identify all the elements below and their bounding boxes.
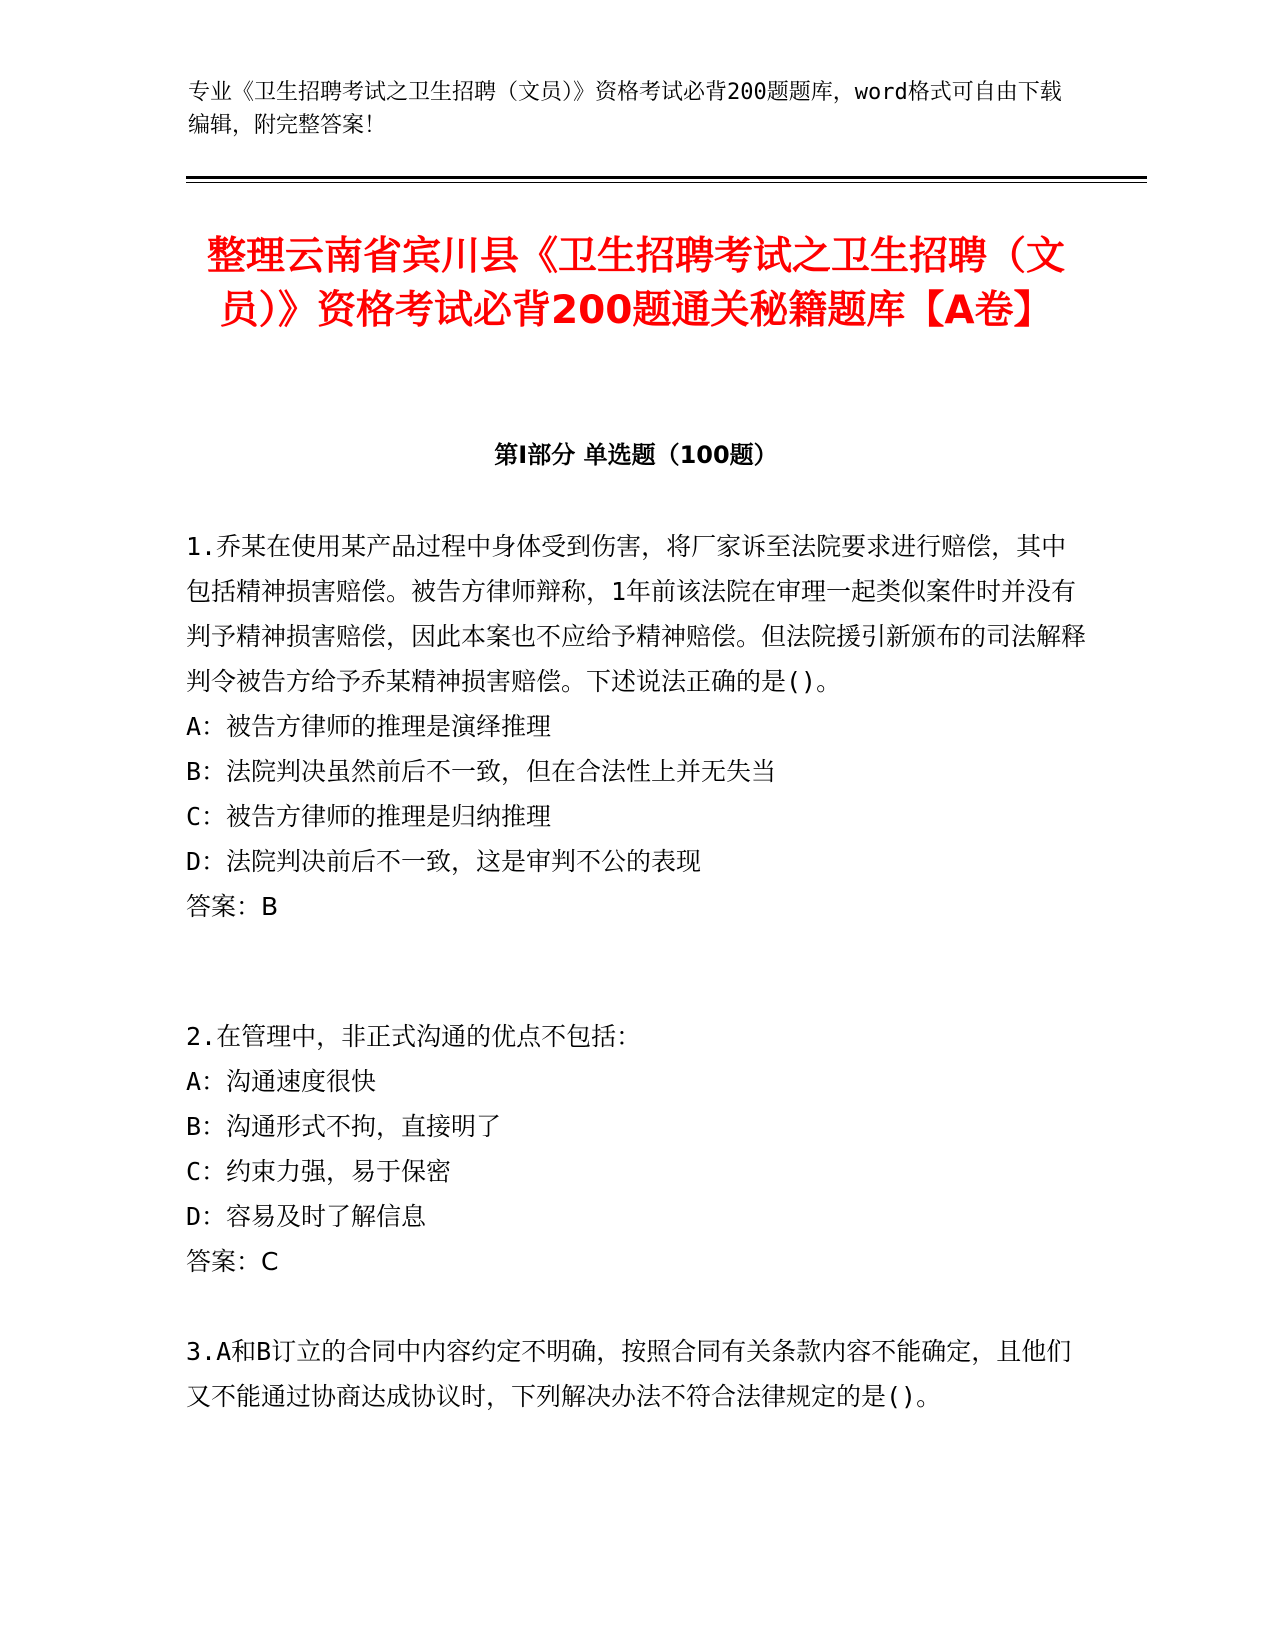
header-divider-thin	[186, 182, 1147, 183]
answer-text: 答案：C	[186, 1247, 279, 1276]
option-d: D：法院判决前后不一致，这是审判不公的表现	[186, 847, 702, 876]
option-c: C：被告方律师的推理是归纳推理	[186, 802, 552, 831]
option-b: B：法院判决虽然前后不一致，但在合法性上并无失当	[186, 757, 777, 786]
question-3	[186, 1329, 1086, 1419]
answer-text: 答案：B	[186, 892, 279, 921]
option-a: A：沟通速度很快	[186, 1067, 377, 1096]
header-divider-thick	[186, 176, 1147, 179]
option-b: B：沟通形式不拘，直接明了	[186, 1112, 502, 1141]
header-note: 专业《卫生招聘考试之卫生招聘（文员）》资格考试必背200题题库，word格式可自由下载编辑，附完整答案！	[188, 80, 1062, 138]
question-stem: 3.A和B订立的合同中内容约定不明确，按照合同有关条款内容不能确定，且他们又不能通过协商达成协议时，下列解决办法不符合法律规定的是()。	[186, 1337, 1072, 1411]
section-title: 第Ⅰ部分 单选题（100题）	[494, 441, 778, 469]
question-stem: 1.乔某在使用某产品过程中身体受到伤害，将厂家诉至法院要求进行赔偿，其中包括精神损害赔偿。被告方律师辩称，1年前该法院在审理一起类似案件时并没有判予精神损害赔偿，因此本案也不应给予精神赔偿。但法院援引新颁布的司法解释判令被告方给予乔某精神损害赔偿。下述说法正确的是()。	[186, 532, 1087, 696]
option-c: C：约束力强，易于保密	[186, 1157, 452, 1186]
document-title: 整理云南省宾川县《卫生招聘考试之卫生招聘（文员）》资格考试必背200题通关秘籍题库【A卷】	[206, 234, 1065, 333]
option-d: D：容易及时了解信息	[186, 1202, 427, 1231]
question-1	[186, 524, 1086, 929]
question-2	[186, 1014, 1086, 1284]
question-stem: 2.在管理中，非正式沟通的优点不包括：	[186, 1022, 642, 1051]
option-a: A：被告方律师的推理是演绎推理	[186, 712, 552, 741]
